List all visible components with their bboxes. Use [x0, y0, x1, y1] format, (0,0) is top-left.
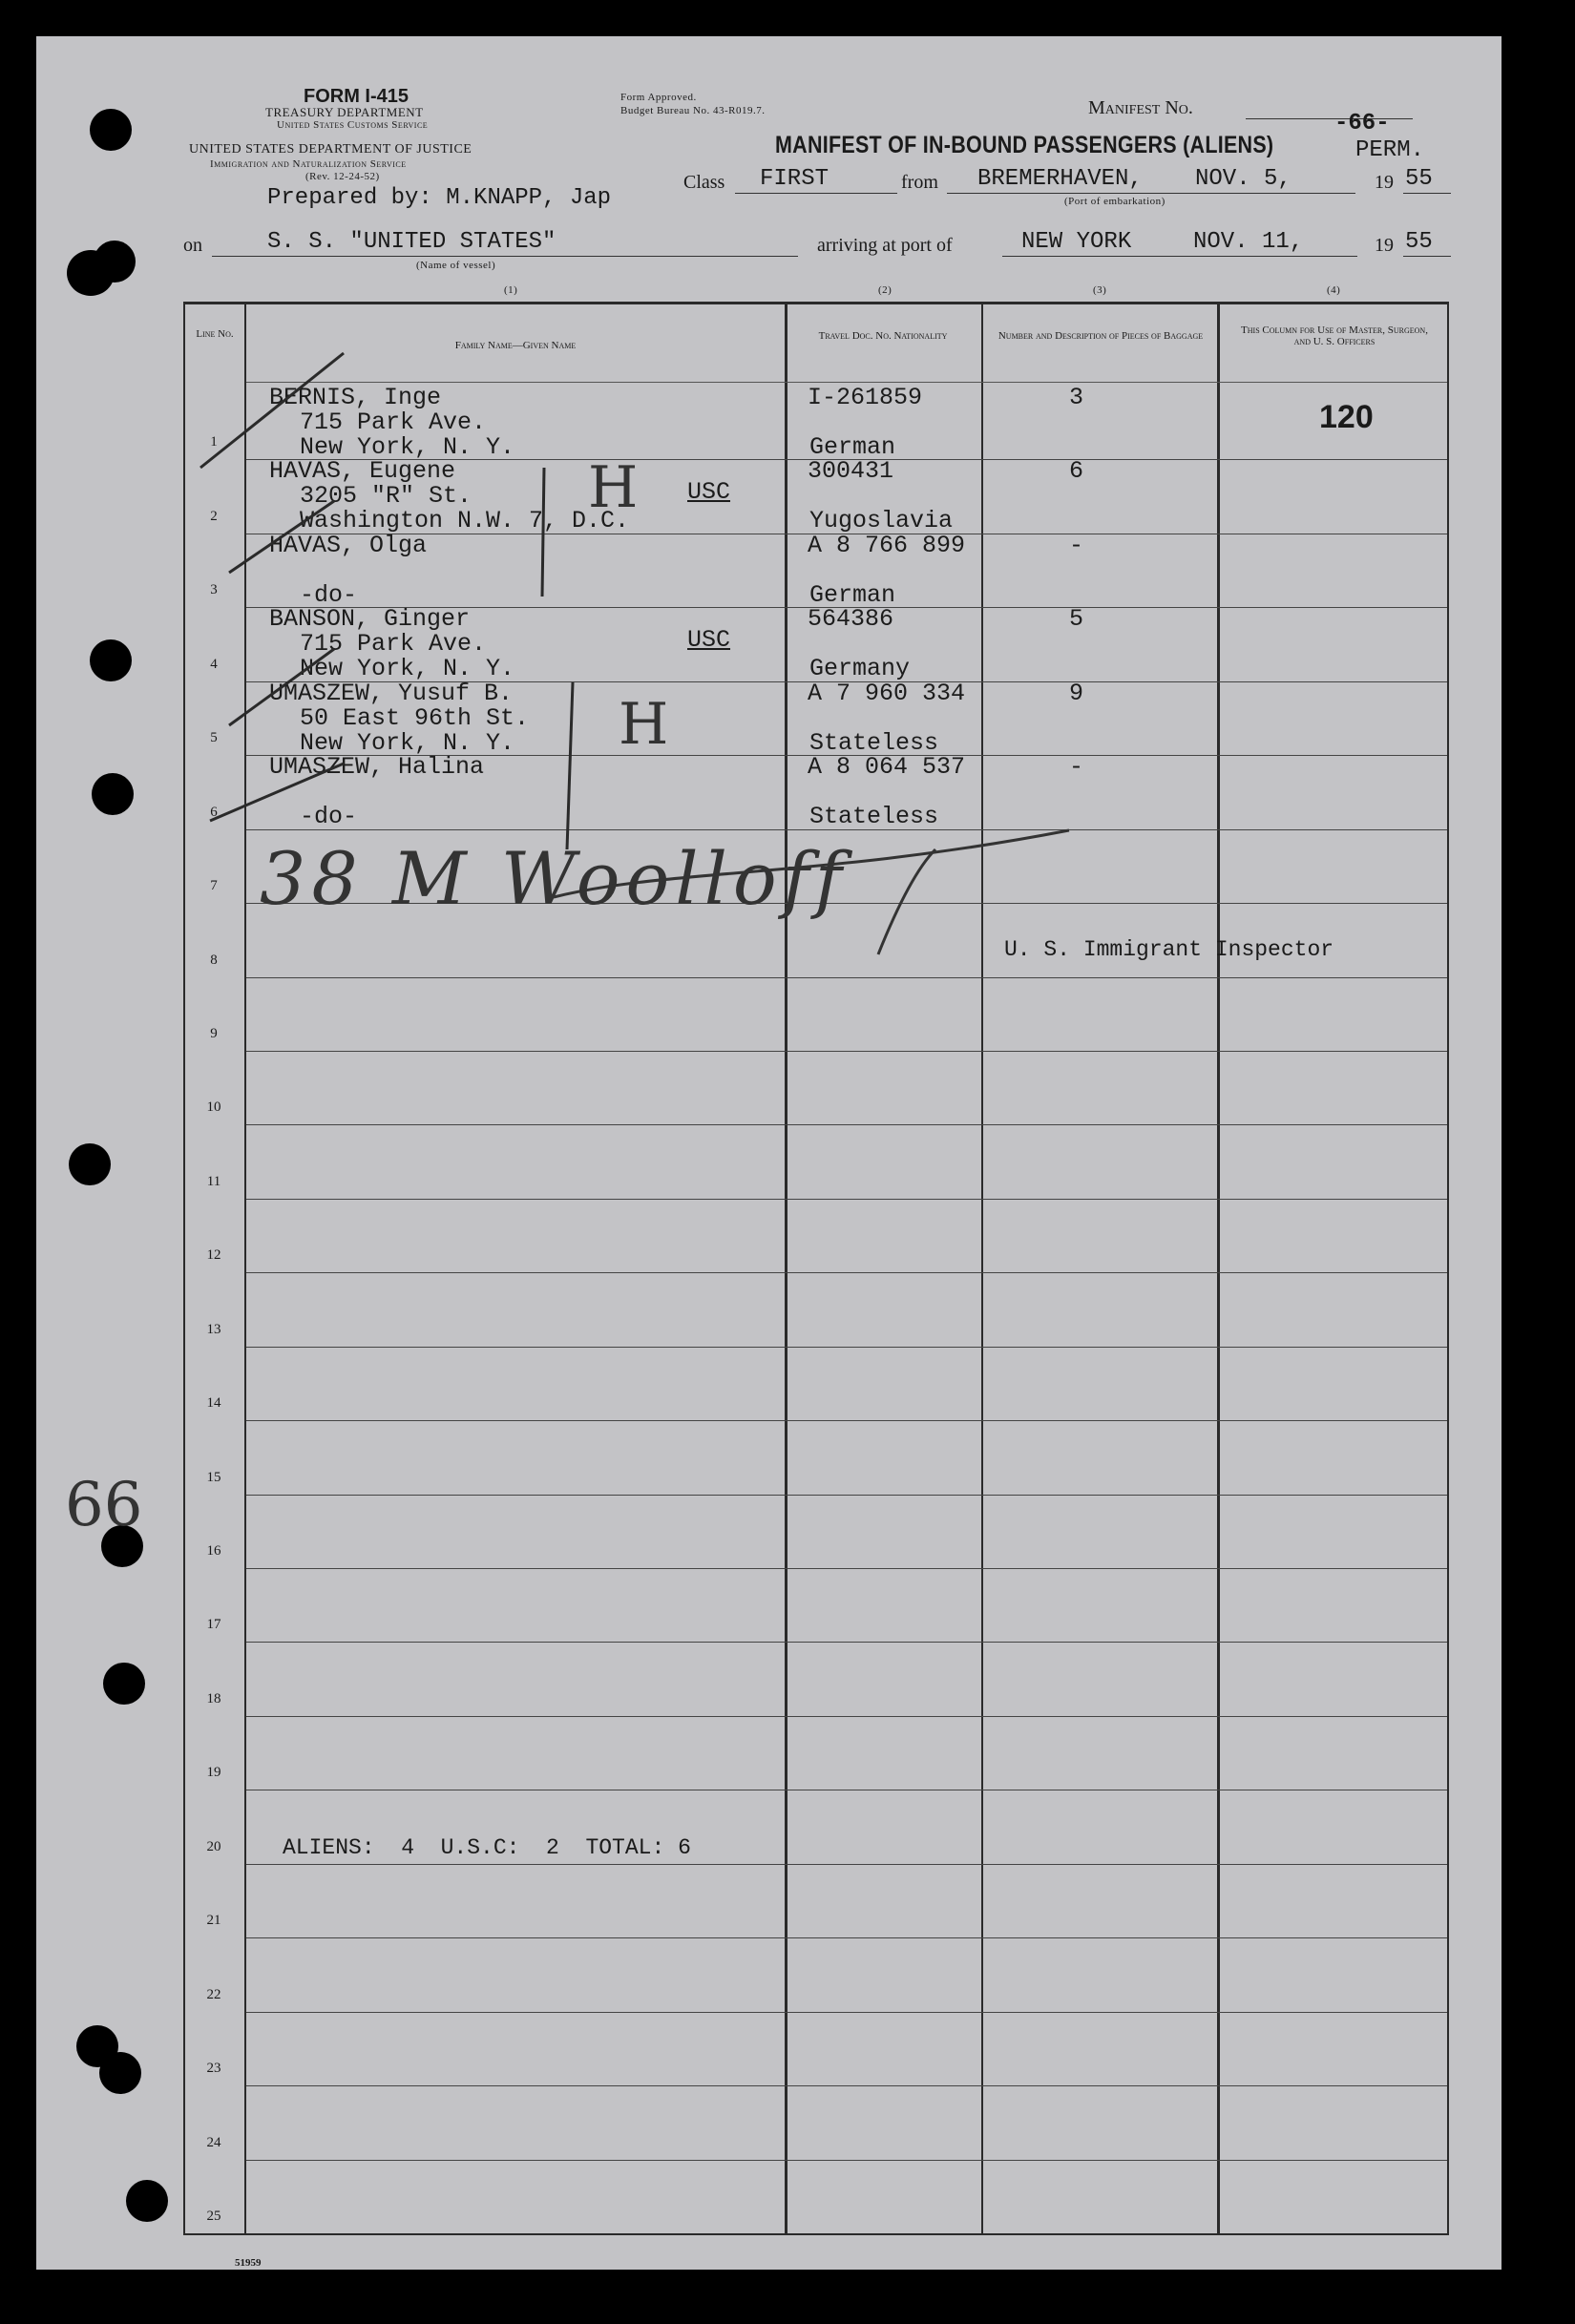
budget-bureau: Budget Bureau No. 43-R019.7. [620, 105, 766, 116]
punch-hole [90, 109, 132, 151]
col-header-name: Family Name—Given Name [454, 340, 577, 351]
line-number: 4 [210, 657, 218, 672]
row-separator [246, 1495, 1447, 1496]
line-number: 23 [206, 2061, 221, 2076]
col-2-number: (2) [878, 284, 892, 296]
row-separator [246, 2160, 1447, 2161]
passenger-name: BERNIS, Inge [269, 384, 442, 411]
prepared-by: Prepared by: M.KNAPP, Jap [267, 185, 612, 211]
line-number: 5 [210, 730, 218, 745]
line-number: 13 [206, 1322, 221, 1337]
travel-doc-number: A 7 960 334 [808, 680, 966, 707]
hand-marks [191, 344, 668, 859]
hand-mark-h: H [619, 691, 669, 758]
punch-hole [99, 2052, 141, 2094]
class-label: Class [683, 172, 725, 193]
row-separator [246, 977, 1447, 978]
treasury-dept: TREASURY DEPARTMENT [265, 105, 424, 119]
form-number: FORM I-415 [304, 86, 410, 107]
row-separator [246, 2012, 1447, 2013]
travel-doc-number: I-261859 [808, 384, 923, 411]
line-number: 7 [210, 878, 218, 893]
line-number: 11 [206, 1174, 221, 1189]
line-number: 14 [206, 1395, 221, 1411]
passenger-address-city: Washington N.W. 7, D.C. [300, 507, 630, 534]
usc-mark: USC [687, 626, 731, 654]
punch-hole [94, 241, 136, 283]
punch-hole [69, 1143, 111, 1185]
travel-doc-number: 300431 [808, 457, 894, 485]
from-date: NOV. 5, [1195, 166, 1292, 192]
passenger-address-street: 715 Park Ave. [300, 630, 487, 658]
line-number: 17 [206, 1617, 221, 1632]
hand-mark-h: H [588, 454, 639, 521]
col-3-number: (3) [1093, 284, 1107, 296]
passenger-name: UMASZEW, Yusuf B. [269, 680, 514, 707]
passenger-name: BANSON, Ginger [269, 605, 471, 633]
col-1-number: (1) [504, 284, 518, 296]
line-number: 8 [210, 953, 218, 968]
passenger-name: HAVAS, Eugene [269, 457, 456, 485]
line-number: 22 [206, 1987, 221, 2002]
col-4-number: (4) [1327, 284, 1341, 296]
nationality: German [809, 433, 896, 461]
officer-count: 120 [1319, 399, 1374, 435]
row-separator [246, 1272, 1447, 1273]
from-year-suffix: 55 [1405, 166, 1433, 192]
baggage-count: 5 [1069, 605, 1084, 633]
line-number: 12 [206, 1247, 221, 1263]
row-separator [246, 1347, 1447, 1348]
passenger-address-city: New York, N. Y. [300, 655, 515, 682]
manifest-label: Manifest No. [1088, 97, 1193, 118]
manifest-title: MANIFEST OF IN-BOUND PASSENGERS (ALIENS) [775, 132, 1274, 158]
passenger-address-city: -do- [300, 581, 358, 609]
baggage-count: 9 [1069, 680, 1084, 707]
nationality: Stateless [809, 803, 939, 830]
row-separator [246, 1124, 1447, 1125]
line-number: 3 [210, 582, 218, 597]
passenger-name: HAVAS, Olga [269, 532, 428, 559]
port-embark-caption: (Port of embarkation) [1064, 196, 1166, 207]
arrival-year-suffix: 55 [1405, 229, 1433, 255]
row-separator [246, 1716, 1447, 1717]
vessel-caption: (Name of vessel) [416, 260, 496, 271]
line-number: 10 [206, 1099, 221, 1115]
row-separator [246, 1051, 1447, 1052]
usc-mark: USC [687, 478, 731, 506]
line-number: 2 [210, 509, 218, 524]
manifest-number: -66- [1334, 111, 1390, 136]
line-number: 18 [206, 1691, 221, 1706]
row-separator [246, 1420, 1447, 1421]
row-separator [246, 1937, 1447, 1938]
perm-mark: PERM. [1355, 137, 1425, 163]
baggage-count: - [1069, 532, 1084, 559]
line-number: 25 [206, 2209, 221, 2224]
from-label: from [901, 172, 938, 193]
nationality: Yugoslavia [809, 507, 954, 534]
line-number: 19 [206, 1765, 221, 1780]
footer-code: 51959 [235, 2257, 262, 2269]
line-number: 20 [206, 1839, 221, 1854]
ins-service: Immigration and Naturalization Service [210, 158, 407, 170]
arrival-port: NEW YORK [1021, 229, 1132, 255]
travel-doc-number: A 8 064 537 [808, 753, 966, 781]
row-separator [246, 2085, 1447, 2086]
totals-line: ALIENS: 4 U.S.C: 2 TOTAL: 6 [283, 1835, 691, 1860]
line-number: 15 [206, 1470, 221, 1485]
arrival-date: NOV. 11, [1193, 229, 1304, 255]
passenger-address-street: 50 East 96th St. [300, 704, 530, 732]
margin-note: 66 [65, 1470, 143, 1540]
punch-hole [90, 639, 132, 681]
passenger-address-city: New York, N. Y. [300, 729, 515, 757]
customs-service: United States Customs Service [277, 119, 429, 131]
arrival-year-prefix: 19 [1375, 235, 1394, 256]
col-header-travel-doc: Travel Doc. No. Nationality [818, 330, 948, 342]
row-separator [246, 1568, 1447, 1569]
passenger-address-street: 3205 "R" St. [300, 482, 472, 510]
travel-doc-number: A 8 766 899 [808, 532, 966, 559]
from-port: BREMERHAVEN, [977, 166, 1143, 192]
passenger-name: UMASZEW, Halina [269, 753, 485, 781]
row-separator [246, 1864, 1447, 1865]
inspector-title: U. S. Immigrant Inspector [1004, 937, 1334, 962]
justice-dept: UNITED STATES DEPARTMENT OF JUSTICE [189, 142, 472, 157]
punch-hole [103, 1663, 145, 1705]
revision: (Rev. 12-24-52) [305, 171, 380, 182]
on-label: on [183, 235, 202, 256]
arriving-label: arriving at port of [817, 235, 953, 256]
line-number: 24 [206, 2135, 221, 2150]
col-header-baggage: Number and Description of Pieces of Baggage [998, 330, 1204, 342]
nationality: Germany [809, 655, 911, 682]
col-header-line-no: Line No. [196, 328, 234, 340]
row-separator [246, 1642, 1447, 1643]
line-number: 21 [206, 1913, 221, 1928]
passenger-address-street: 715 Park Ave. [300, 408, 487, 436]
inspector-signature: 38 M Woolloff [260, 836, 848, 921]
nationality: German [809, 581, 896, 609]
baggage-count: - [1069, 753, 1084, 781]
row-separator [246, 1199, 1447, 1200]
line-number: 1 [210, 434, 218, 450]
line-number: 9 [210, 1026, 218, 1041]
class-value: FIRST [760, 166, 830, 192]
nationality: Stateless [809, 729, 939, 757]
travel-doc-number: 564386 [808, 605, 894, 633]
baggage-count: 6 [1069, 457, 1084, 485]
from-year-prefix: 19 [1375, 172, 1394, 193]
baggage-count: 3 [1069, 384, 1084, 411]
line-number: 6 [210, 805, 218, 820]
punch-hole [92, 773, 134, 815]
form-approved: Form Approved. [620, 92, 697, 103]
col-header-officers: This Column for Use of Master, Surgeon, and U. S. Officers [1241, 325, 1428, 347]
passenger-address-city: -do- [300, 803, 358, 830]
punch-hole [126, 2180, 168, 2222]
passenger-address-city: New York, N. Y. [300, 433, 515, 461]
line-number: 16 [206, 1543, 221, 1559]
vessel-name: S. S. "UNITED STATES" [267, 229, 556, 255]
